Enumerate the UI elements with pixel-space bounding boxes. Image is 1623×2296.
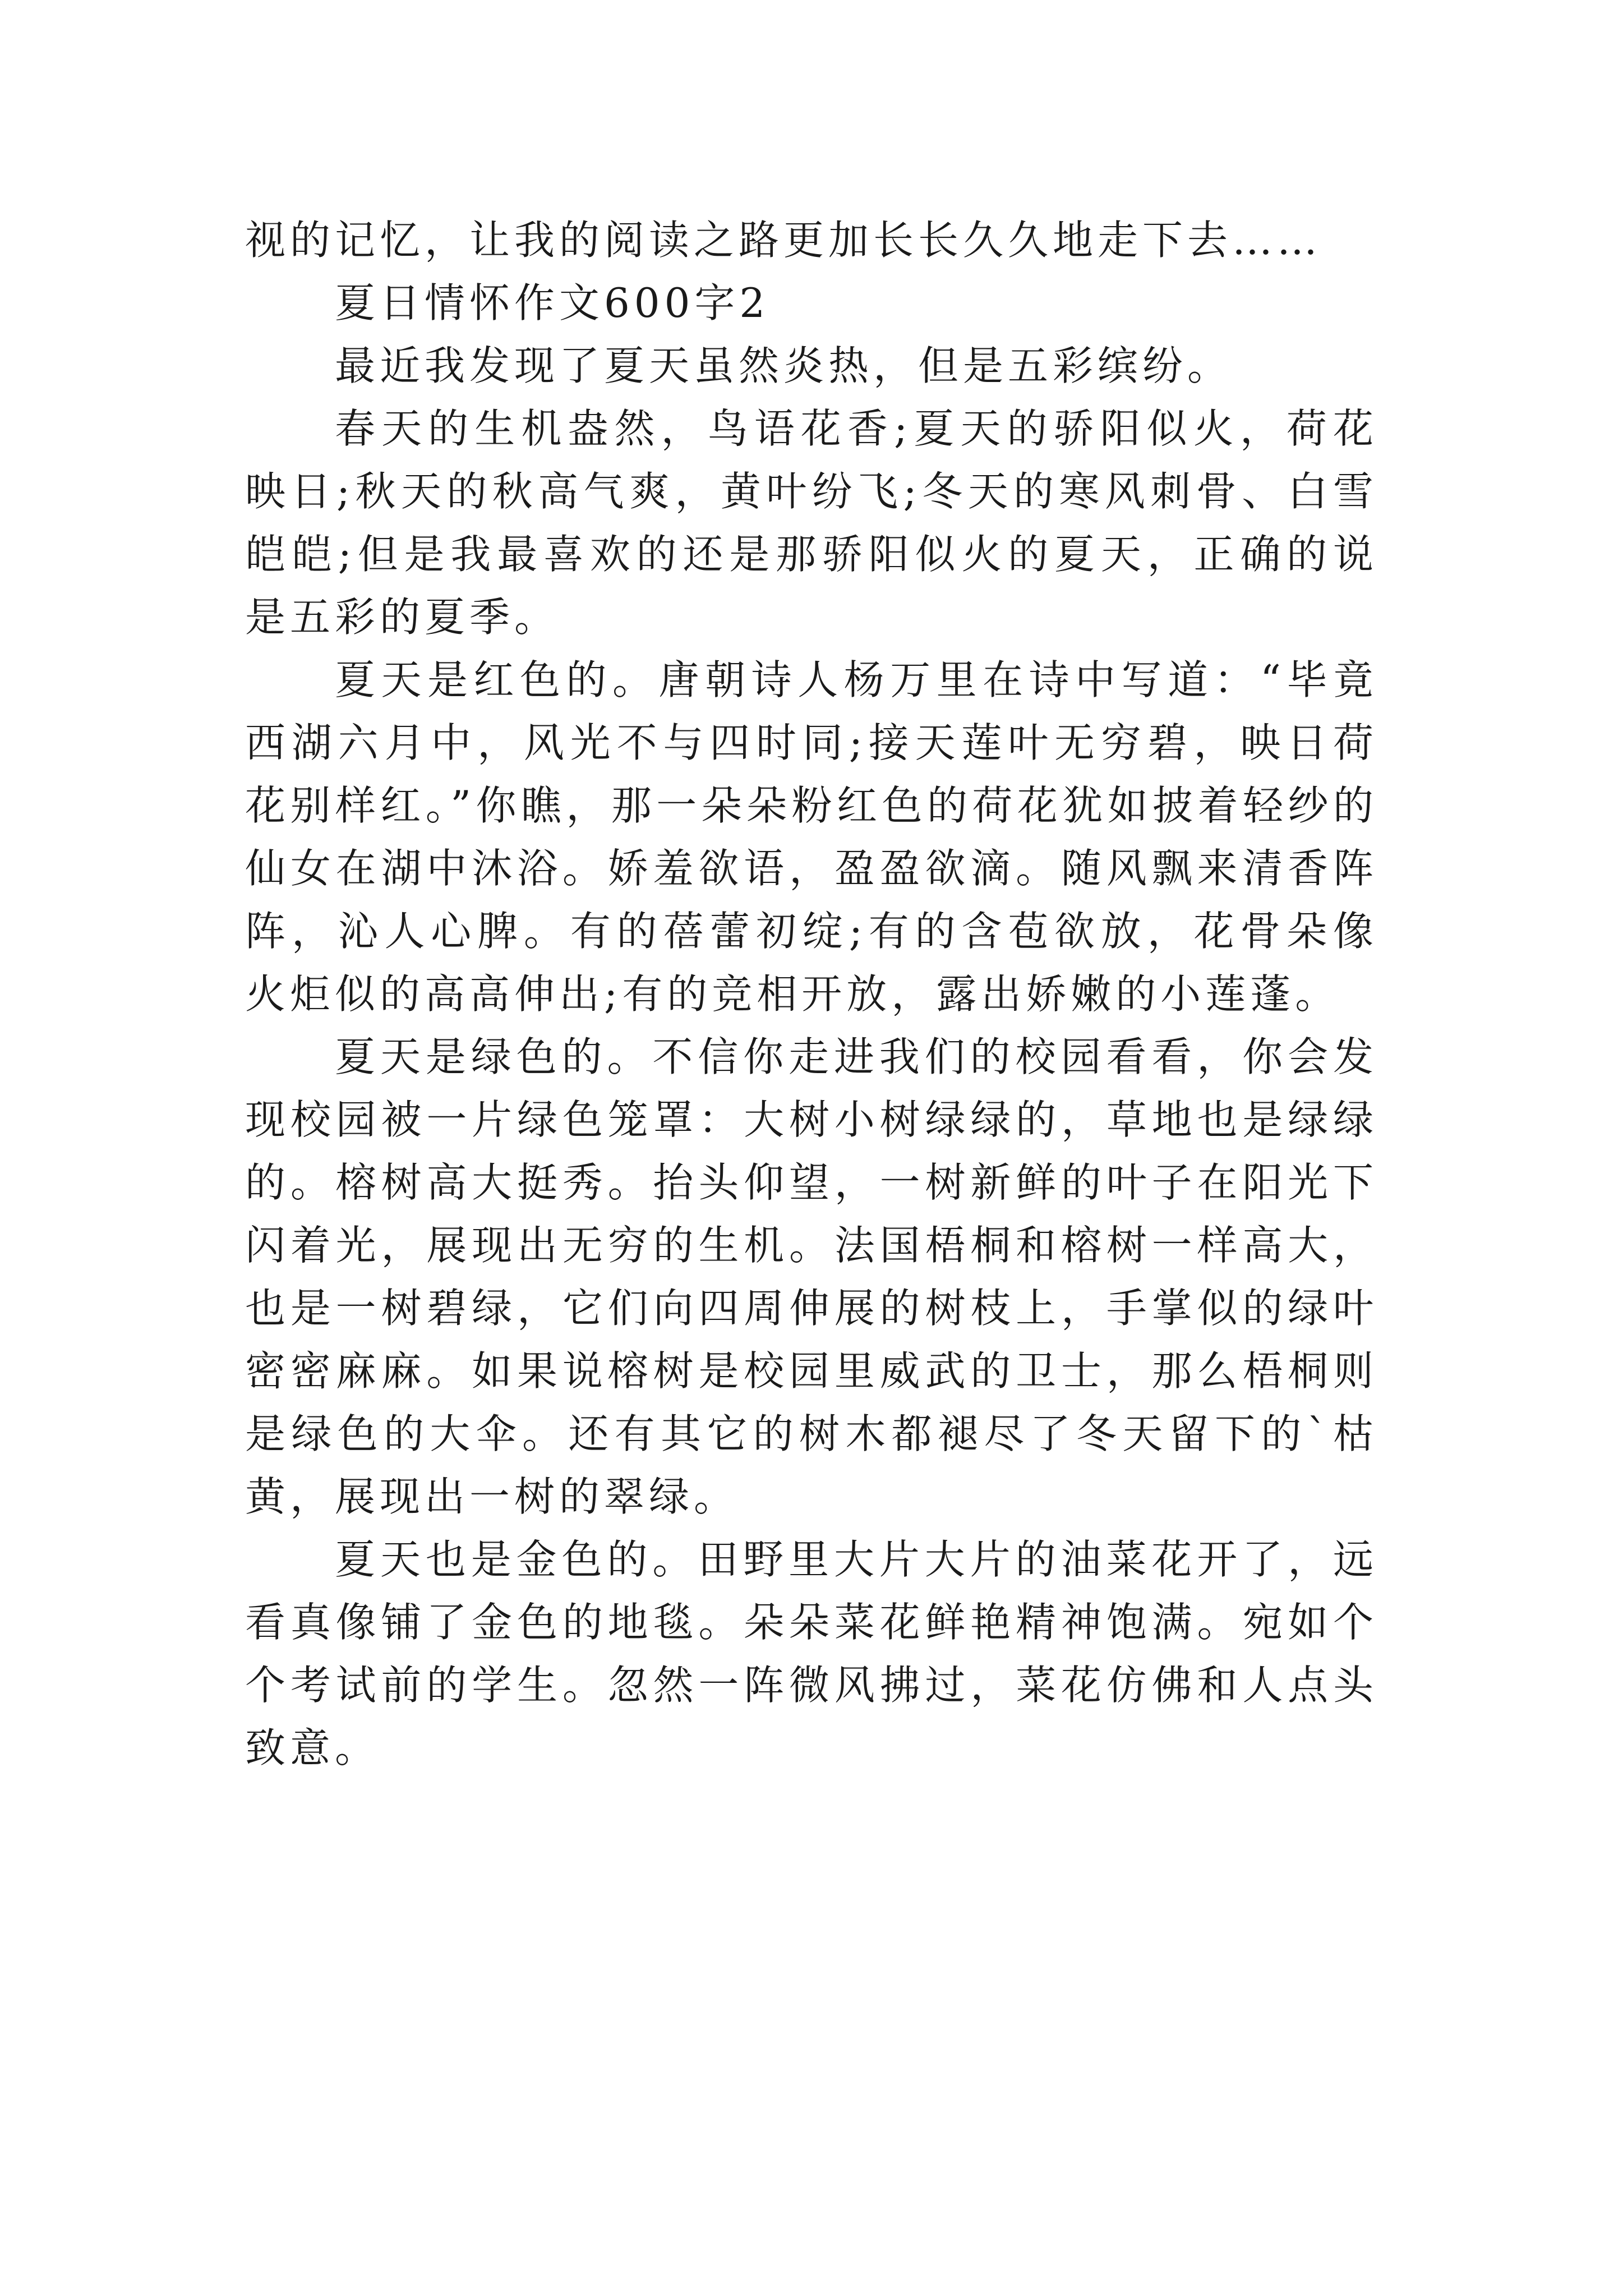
- document-body: [245, 209, 1378, 1779]
- paragraph-gold: 夏天也是金色的。田野里大片大片的油菜花开了，远看真像铺了金色的地毯。朵朵菜花鲜艳精神饱满。宛如个个考试前的学生。忽然一阵微风拂过，菜花仿佛和人点头致意。: [245, 1536, 1378, 1772]
- paragraph-seasons: 春天的生机盎然，鸟语花香;夏天的骄阳似火，荷花映日;秋天的秋高气爽，黄叶纷飞;冬天的寒风刺骨、白雪皑皑;但是我最喜欢的还是那骄阳似火的夏天，正确的说是五彩的夏季。: [245, 405, 1378, 641]
- paragraph-green: 夏天是绿色的。不信你走进我们的校园看看，你会发现校园被一片绿色笼罩：大树小树绿绿的，草地也是绿绿的。榕树高大挺秀。抬头仰望，一树新鲜的叶子在阳光下闪着光，展现出无穷的生机。法国梧桐和榕树一样高大，也是一树碧绿，它们向四周伸展的树枝上，手掌似的绿叶密密麻麻。如果说榕树是校园里威武的卫士，那么梧桐则是绿色的大伞。还有其它的树木都褪尽了冬天留下的`枯黄，展现出一树的翠绿。: [245, 1033, 1378, 1520]
- paragraph-continuation: 视的记忆，让我的阅读之路更加长长久久地走下去……: [245, 217, 1322, 264]
- paragraph-red: 夏天是红色的。唐朝诗人杨万里在诗中写道：“毕竟西湖六月中，风光不与四时同;接天莲叶无穷碧，映日荷花别样红。”你瞧，那一朵朵粉红色的荷花犹如披着轻纱的仙女在湖中沐浴。娇羞欲语，盈盈欲滴。随风飘来清香阵阵，沁人心脾。有的蓓蕾初绽;有的含苞欲放，花骨朵像火炬似的高高伸出;有的竞相开放，露出娇嫩的小莲蓬。: [245, 656, 1378, 1018]
- paragraph-intro: 最近我发现了夏天虽然炎热，但是五彩缤纷。: [335, 342, 1233, 389]
- essay-title: 夏日情怀作文600字2: [335, 279, 770, 326]
